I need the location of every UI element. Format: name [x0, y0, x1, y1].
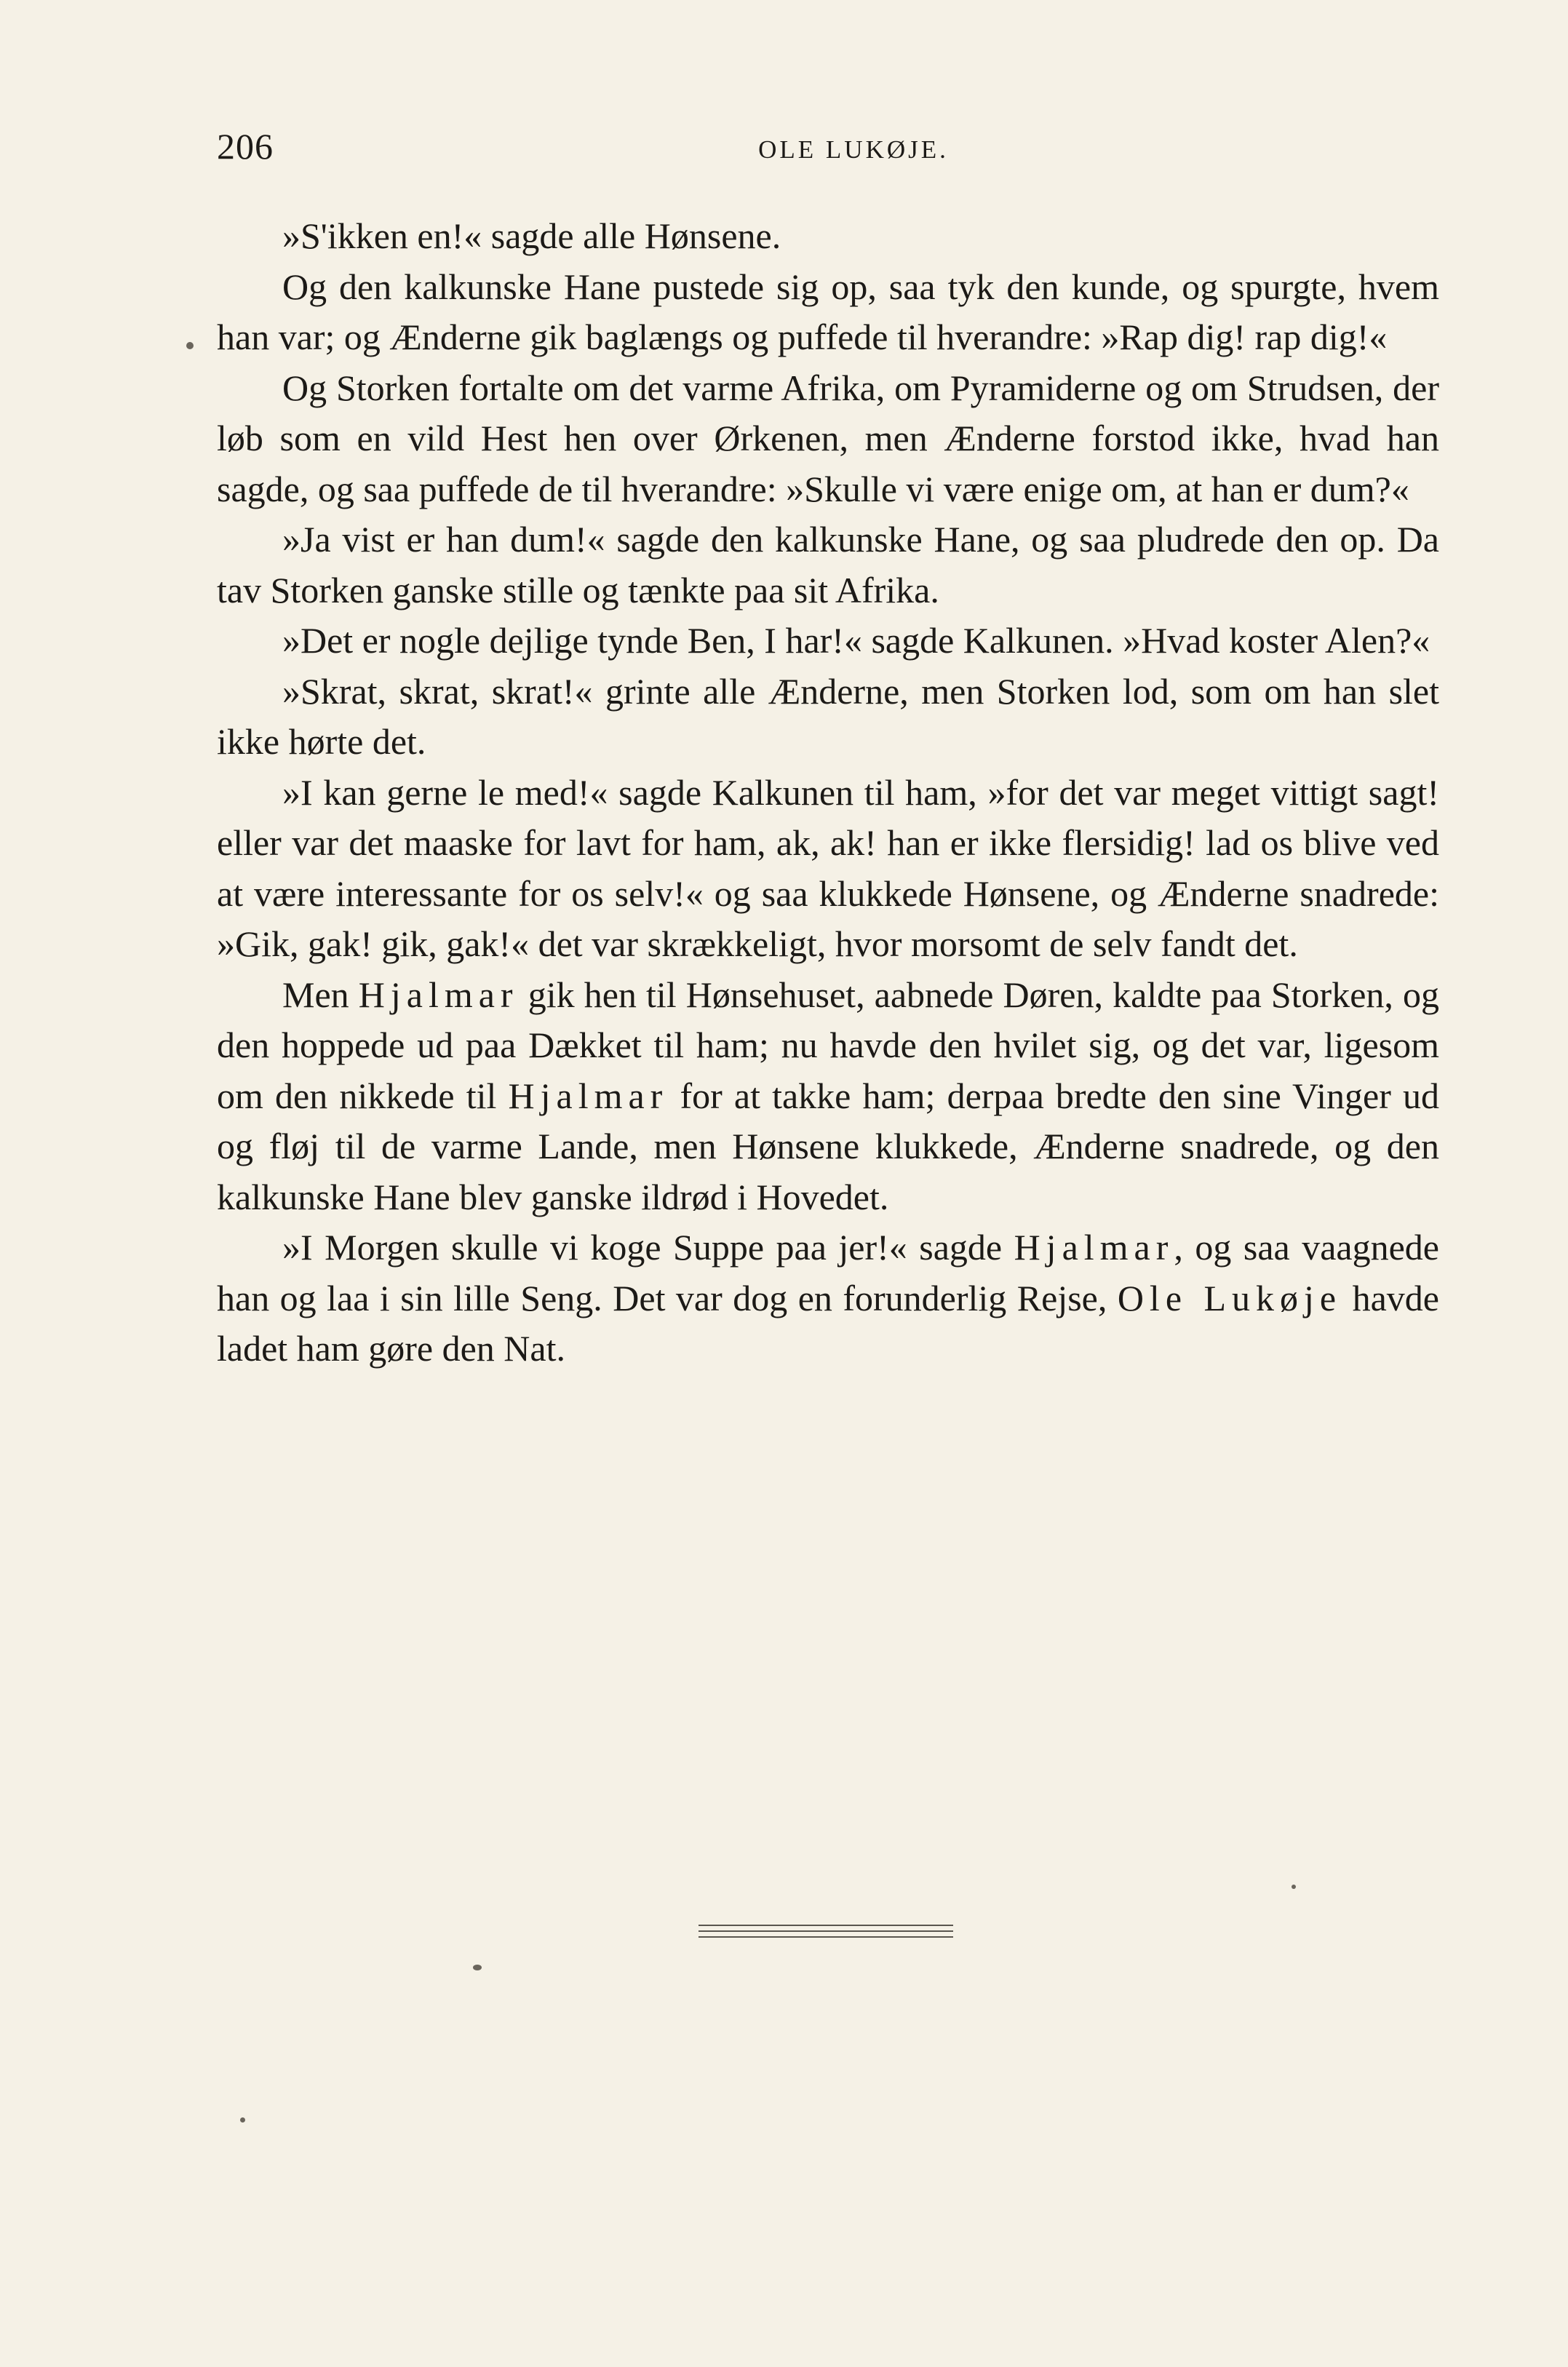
running-title: OLE LUKØJE.	[758, 135, 949, 164]
text-run: havde ladet ham gøre den Nat.	[217, 1277, 1439, 1369]
page-header	[217, 125, 1439, 176]
spaced-name: Hjalmar	[508, 1075, 669, 1116]
body-text	[217, 211, 1439, 1375]
print-speck	[240, 2117, 245, 2123]
paragraph	[217, 970, 1439, 1223]
paragraph: Og Storken fortalte om det varme Afrika, om Pyramiderne og om Strudsen, der løb som en vild Hest hen over Ørkenen, men Ænderne forstod ikke, hvad han sagde, og saa puffede de til hverandre: »Skulle vi være enige om, at han er dum?«	[217, 367, 1439, 509]
page-number: 206	[217, 126, 274, 167]
print-speck	[1292, 1885, 1296, 1889]
paragraph: »Ja vist er han dum!« sagde den kalkunske Hane, og saa pludrede den op. Da tav Storken ganske stille og tænkte paa sit Afrika.	[217, 519, 1439, 610]
paragraph	[217, 1222, 1439, 1375]
spaced-name: Hjalmar	[1014, 1227, 1174, 1268]
print-speck	[473, 1965, 482, 1970]
paragraph: »I kan gerne le med!« sagde Kalkunen til ham, »for det var meget vittigt sagt! eller var det maaske for lavt for ham, ak, ak! han er ikke flersidig! lad os blive ved at være interessante for os selv!« og saa klukkede Hønsene, og Ænderne snadrede: »Gik, gak! gik, gak!« det var skrækkeligt, hvor morsomt de selv fandt det.	[217, 771, 1439, 964]
paragraph: »S'ikken en!« sagde alle Hønsene.	[282, 215, 781, 256]
ornament-rule	[699, 1930, 953, 1932]
paragraph: »Det er nogle dejlige tynde Ben, I har!« sagde Kalkunen. »Hvad koster Alen?«	[282, 620, 1430, 661]
ornament-rule	[699, 1925, 953, 1926]
print-speck	[186, 342, 194, 349]
text-run: »I Morgen skulle vi koge Suppe paa jer!« sagde	[282, 1227, 1014, 1268]
text-run: gik hen til Hønsehuset, aabnede Døren, kaldte paa Storken, og den hoppede ud paa Dækket til ham; nu havde den hvilet sig, og det var, ligesom om den nikkede til	[217, 974, 1440, 1116]
text-run: Men	[282, 974, 359, 1015]
ornament-rule	[699, 1936, 953, 1938]
paragraph: »Skrat, skrat, skrat!« grinte alle Ænderne, men Storken lod, som om han slet ikke hørte det.	[217, 670, 1439, 762]
text-run: for at takke ham; derpaa bredte den sine Vinger ud og fløj til de varme Lande, men Hønsene klukkede, Ænderne snadrede, og den kalkunske Hane blev ganske ildrød i Hovedet.	[217, 1075, 1439, 1217]
spaced-name: Ole Lukøje	[1117, 1277, 1342, 1318]
text-run: , og saa vaagnede han og laa i sin lille Seng. Det var dog en forunderlig Rejse,	[217, 1227, 1439, 1318]
paragraph: Og den kalkunske Hane pustede sig op, saa tyk den kunde, og spurgte, hvem han var; og Ænderne gik baglængs og puffede til hverandre: »Rap dig! rap dig!«	[217, 266, 1439, 357]
spaced-name: Hjalmar	[358, 974, 519, 1015]
